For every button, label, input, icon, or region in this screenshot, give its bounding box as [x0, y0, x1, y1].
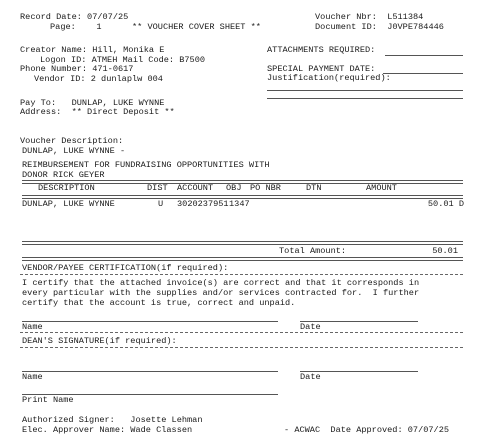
vendor-id: Vendor ID: 2 dunlaplw 004: [34, 74, 163, 84]
justification-line-1: [267, 90, 463, 91]
justification-line-2: [267, 98, 463, 99]
special-payment-label: SPECIAL PAYMENT DATE:: [267, 64, 376, 74]
dean-rule-top: [20, 332, 463, 333]
certification-heading: VENDOR/PAYEE CERTIFICATION(if required):: [22, 263, 229, 273]
phone-number: Phone Number: 471-0617: [20, 64, 134, 74]
row-account: 3020237951: [177, 199, 229, 209]
date-approved: - ACWAC Date Approved: 07/07/25: [284, 425, 450, 435]
record-date: Record Date: 07/07/25: [20, 12, 129, 22]
document-title: ** VOUCHER COVER SHEET **: [132, 22, 261, 32]
creator-name: Creator Name: Hill, Monika E: [20, 45, 165, 55]
attachments-line: [385, 55, 463, 56]
certification-text-1: I certify that the attached invoice(s) are correct and that it corresponds in: [22, 278, 420, 288]
dean-signature-heading: DEAN'S SIGNATURE(if required):: [22, 336, 177, 346]
payee-address: Address: ** Direct Deposit **: [20, 107, 175, 117]
page-number: Page: 1: [50, 22, 102, 32]
column-header-obj: OBJ: [226, 183, 242, 193]
authorized-signer: Authorized Signer: Josette Lehman: [22, 415, 203, 425]
vendor-date-label: Date: [300, 322, 321, 332]
dean-rule-bottom: [20, 347, 463, 348]
document-id: Document ID: J0VPE784446: [315, 22, 444, 32]
column-header-account: ACCOUNT: [177, 183, 214, 193]
dean-name-label: Name: [22, 372, 43, 382]
certification-rule: [20, 274, 463, 275]
certification-text-2: every particular with the supplies and/or services contracted for. I further: [22, 288, 420, 298]
vendor-name-line: [22, 321, 278, 322]
total-amount-value: 50.01: [432, 246, 458, 256]
special-payment-line: [383, 73, 463, 74]
totals-bottom-rule: [22, 257, 463, 261]
column-header-amount: AMOUNT: [366, 183, 397, 193]
column-header-po-nbr: PO NBR: [250, 183, 281, 193]
column-header-description: DESCRIPTION: [38, 183, 95, 193]
print-name-label: Print Name: [22, 395, 74, 405]
total-amount-label: Total Amount:: [279, 246, 347, 256]
row-amount: 50.01 D: [427, 199, 464, 209]
dean-date-label: Date: [300, 372, 321, 382]
dean-name-line: [22, 371, 278, 372]
voucher-description-line-2: REIMBURSEMENT FOR FUNDRAISING OPPORTUNITIES WITH: [22, 160, 270, 170]
logon-id: Logon ID: ATMEH Mail Code: B7500: [40, 55, 206, 65]
voucher-description-heading: Voucher Description:: [20, 136, 124, 146]
pay-to: Pay To: DUNLAP, LUKE WYNNE: [20, 98, 165, 108]
attachments-label: ATTACHMENTS REQUIRED:: [267, 45, 376, 55]
elec-approver-name: Elec. Approver Name: Wade Classen: [22, 425, 193, 435]
vendor-name-label: Name: [22, 322, 43, 332]
totals-top-rule: [22, 241, 463, 245]
voucher-number: Voucher Nbr: L511384: [315, 12, 424, 22]
row-dist: U: [158, 199, 164, 209]
justification-label: Justification(required):: [267, 73, 391, 83]
column-header-dtn: DTN: [306, 183, 322, 193]
column-header-dist: DIST: [147, 183, 168, 193]
row-obj: 1347: [229, 199, 250, 209]
voucher-description-line-3: DONOR RICK GEYER: [22, 170, 105, 180]
certification-text-3: certify that the account is true, correct and unpaid.: [22, 298, 296, 308]
row-description: DUNLAP, LUKE WYNNE: [22, 199, 115, 209]
voucher-description-line-1: DUNLAP, LUKE WYNNE -: [22, 146, 126, 156]
